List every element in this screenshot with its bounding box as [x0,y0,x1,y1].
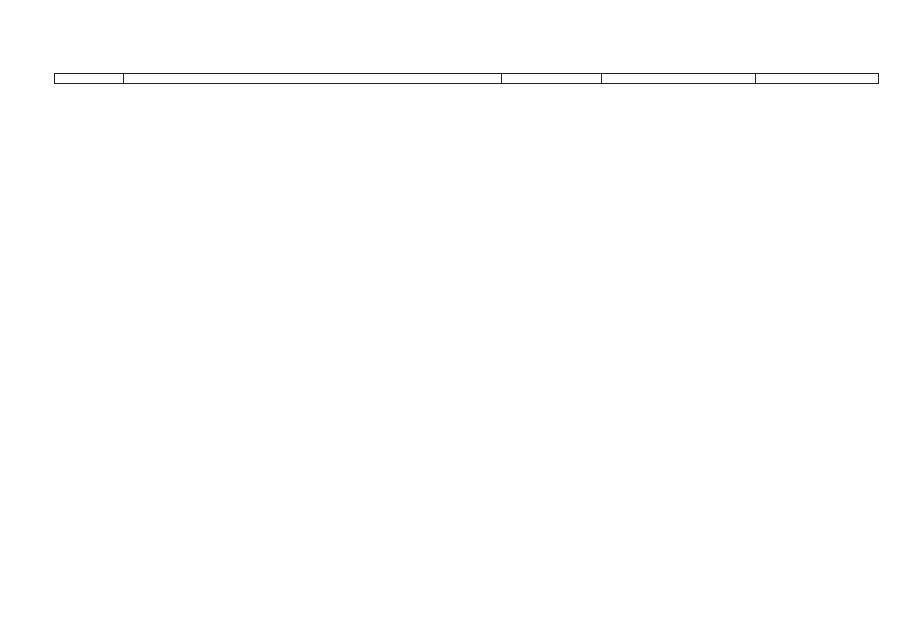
table-header [54,73,879,84]
header-col-3 [502,74,602,83]
header-col-5 [756,74,878,83]
header-col-1 [55,74,124,83]
header-col-4 [602,74,757,83]
header-col-2 [124,74,502,83]
